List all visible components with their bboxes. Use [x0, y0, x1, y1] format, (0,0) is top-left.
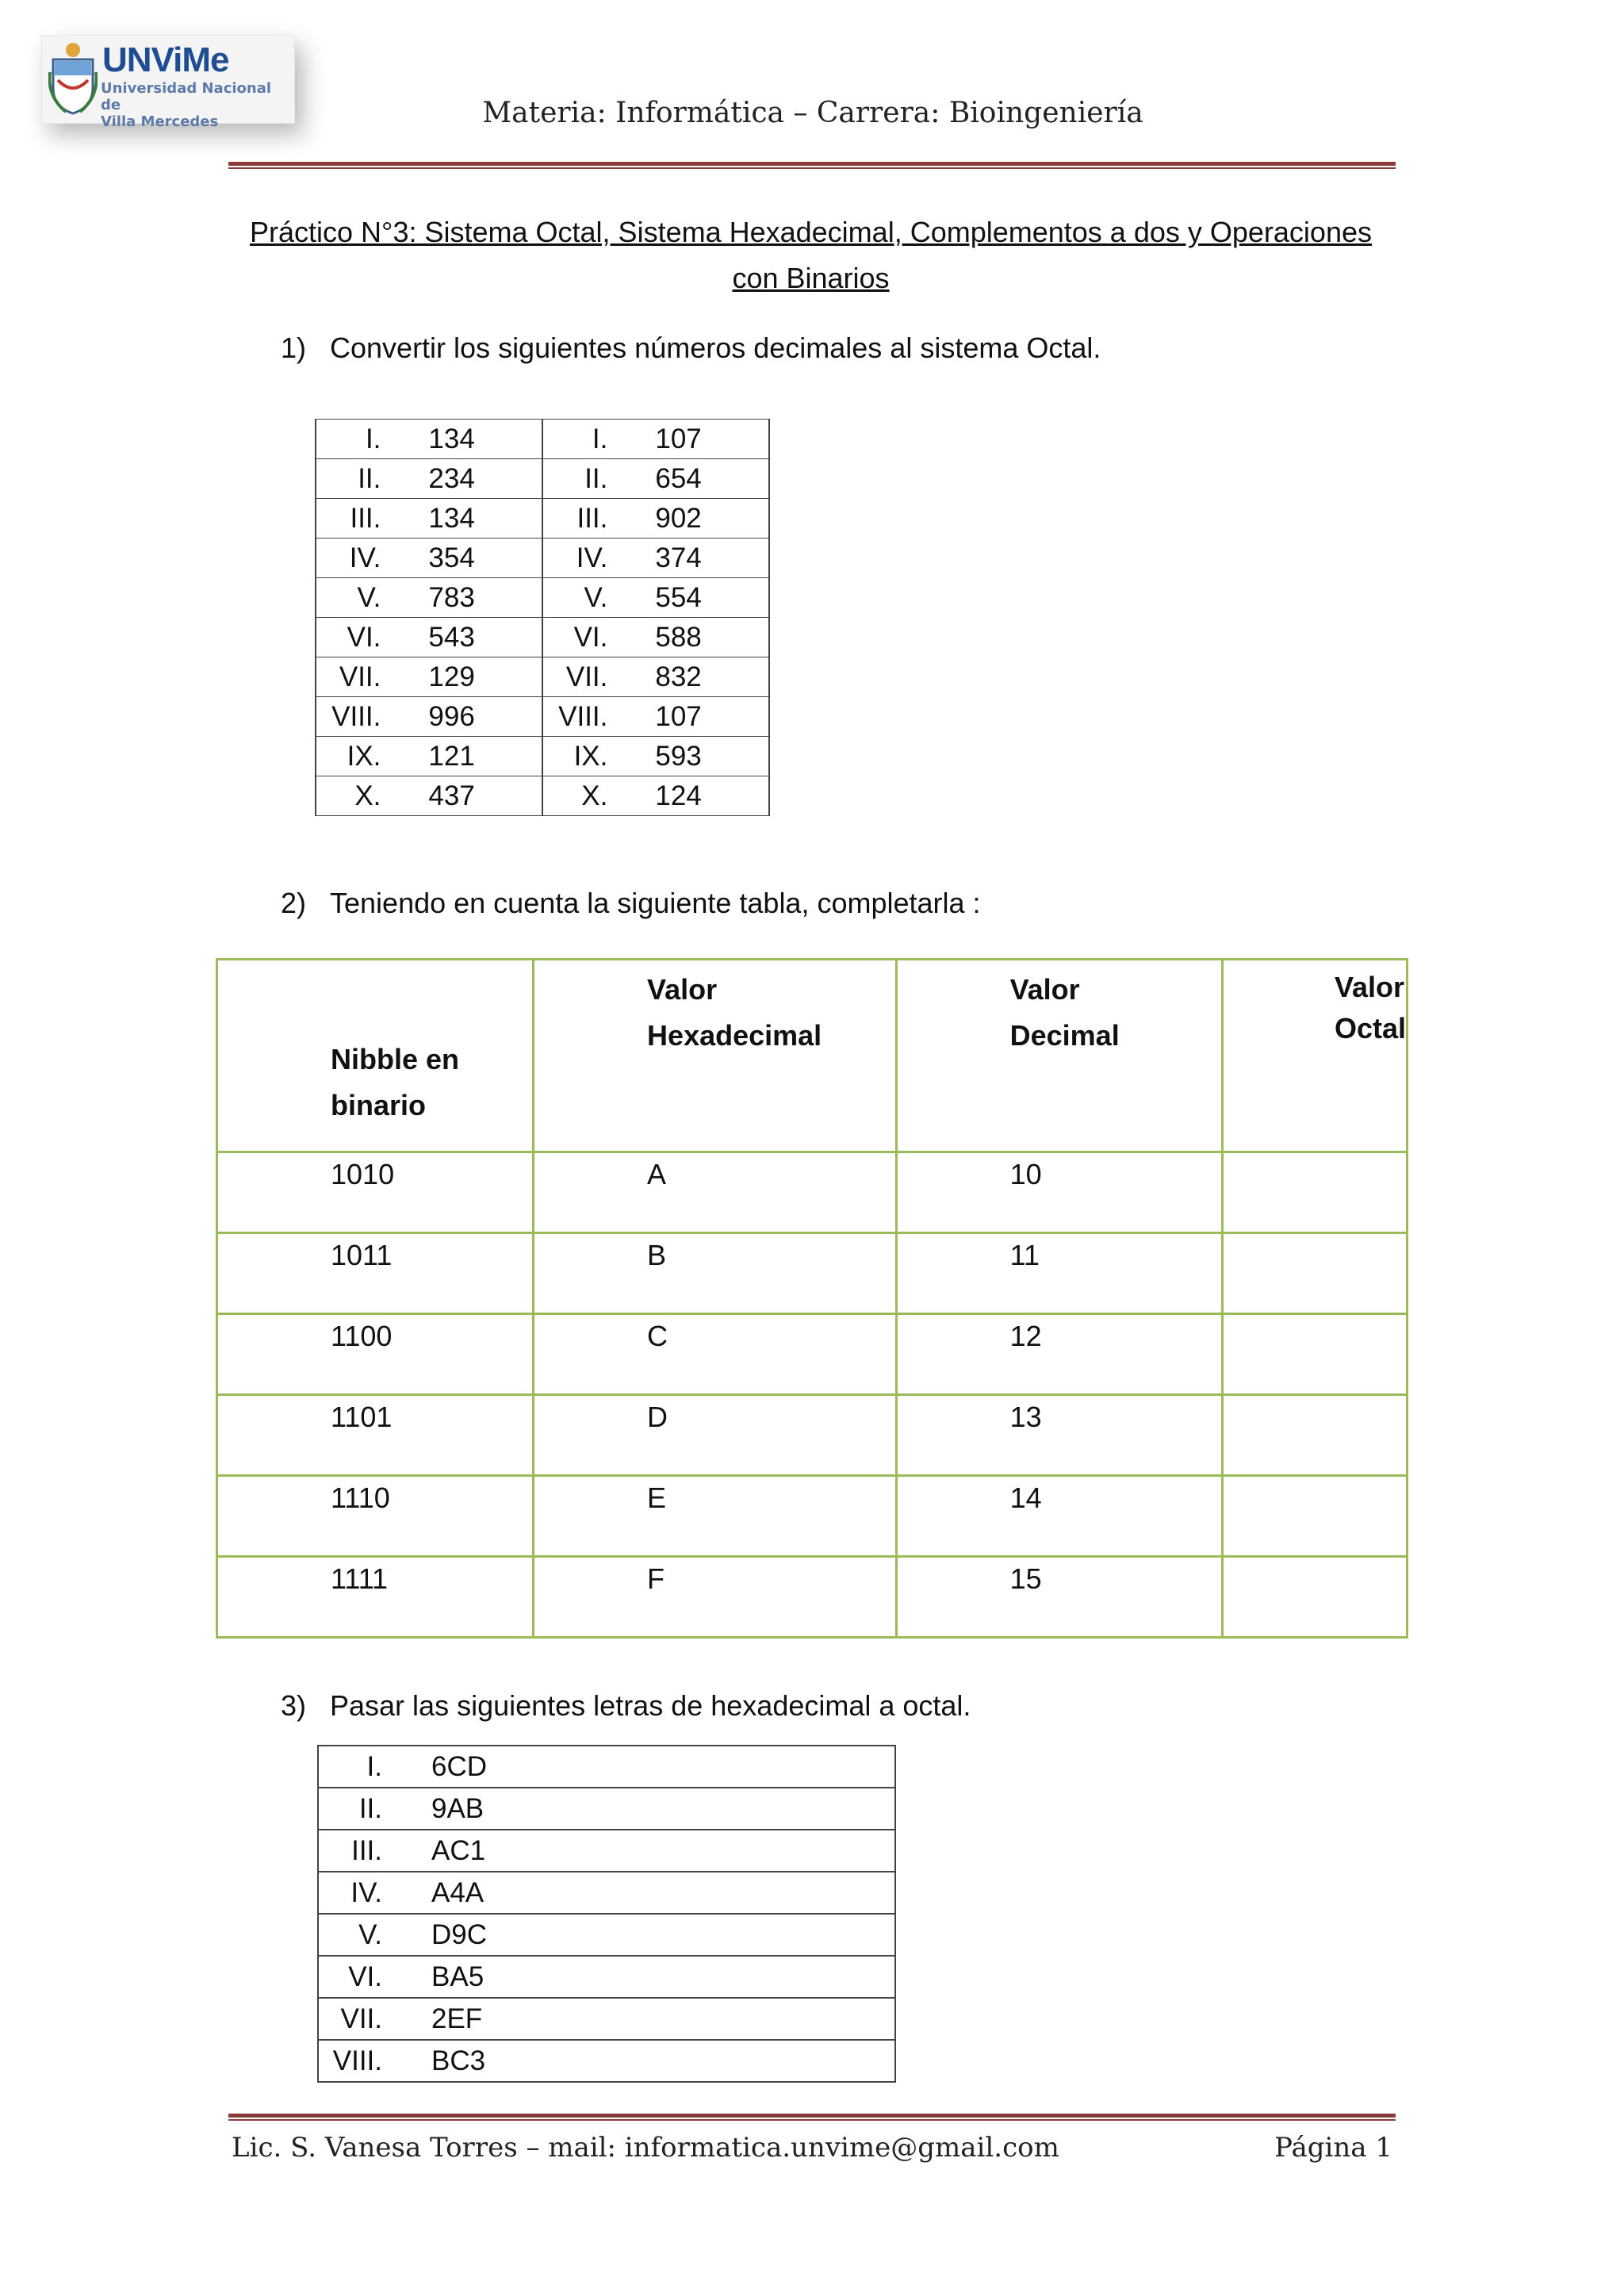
header-octal: [1222, 960, 1407, 1152]
q2-table: [216, 958, 1408, 1639]
left-roman-numeral: I.: [316, 420, 395, 459]
roman-numeral: V.: [318, 1914, 398, 1956]
octal-answer-cell[interactable]: [1222, 1557, 1407, 1638]
right-roman-numeral: VIII.: [542, 697, 622, 737]
right-roman-numeral: X.: [542, 776, 622, 816]
roman-numeral: I.: [318, 1746, 398, 1788]
q1-number: 1): [281, 332, 307, 364]
binary-cell: 1110: [217, 1476, 534, 1557]
left-decimal-value: 354: [395, 539, 542, 578]
hex-value: AC1: [398, 1830, 895, 1872]
hex-cell: E: [534, 1476, 897, 1557]
table-row: [318, 1872, 895, 1914]
left-decimal-value: 783: [395, 578, 542, 618]
left-decimal-value: 543: [395, 618, 542, 657]
table-row: [316, 420, 769, 459]
header-decimal-line-1: Valor: [1009, 973, 1080, 1006]
decimal-cell: 15: [896, 1557, 1222, 1638]
hex-value: BC3: [398, 2040, 895, 2082]
decimal-cell: 13: [896, 1395, 1222, 1476]
right-decimal-value: 588: [622, 618, 769, 657]
left-roman-numeral: VII.: [316, 657, 395, 697]
left-roman-numeral: III.: [316, 499, 395, 539]
decimal-cell: 10: [896, 1152, 1222, 1233]
left-roman-numeral: X.: [316, 776, 395, 816]
right-roman-numeral: V.: [542, 578, 622, 618]
right-decimal-value: 554: [622, 578, 769, 618]
q1-text: Convertir los siguientes números decimales al sistema Octal.: [330, 332, 1101, 364]
octal-answer-cell[interactable]: [1222, 1395, 1407, 1476]
table-row: [217, 1395, 1408, 1476]
footer-rule: [228, 2114, 1396, 2118]
header-nibble-line-1: Nibble en: [331, 1043, 460, 1075]
table-row: [316, 697, 769, 737]
table-row: [316, 737, 769, 776]
right-roman-numeral: IX.: [542, 737, 622, 776]
binary-cell: 1101: [217, 1395, 534, 1476]
left-decimal-value: 129: [395, 657, 542, 697]
table-row: [217, 1233, 1408, 1314]
table-row: [318, 1788, 895, 1830]
decimal-cell: 12: [896, 1314, 1222, 1395]
roman-numeral: VI.: [318, 1956, 398, 1998]
logo-abbreviation: UNViMe: [102, 40, 229, 79]
right-roman-numeral: VII.: [542, 657, 622, 697]
hex-value: 6CD: [398, 1746, 895, 1788]
right-roman-numeral: VI.: [542, 618, 622, 657]
binary-cell: 1011: [217, 1233, 534, 1314]
left-roman-numeral: II.: [316, 459, 395, 499]
hex-value: A4A: [398, 1872, 895, 1914]
hex-value: 9AB: [398, 1788, 895, 1830]
header-octal-line-1: Valor: [1334, 971, 1405, 1003]
q3-text: Pasar las siguientes letras de hexadecimal a octal.: [330, 1689, 971, 1722]
left-roman-numeral: VIII.: [316, 697, 395, 737]
right-roman-numeral: III.: [542, 499, 622, 539]
right-roman-numeral: IV.: [542, 539, 622, 578]
roman-numeral: II.: [318, 1788, 398, 1830]
q2-header-row: [217, 960, 1408, 1152]
table-row: [318, 2040, 895, 2082]
table-row: [318, 1746, 895, 1788]
table-row: [316, 657, 769, 697]
hex-cell: A: [534, 1152, 897, 1233]
left-decimal-value: 134: [395, 420, 542, 459]
hex-value: D9C: [398, 1914, 895, 1956]
q1-table: [315, 419, 770, 816]
right-decimal-value: 593: [622, 737, 769, 776]
q2-text: Teniendo en cuenta la siguiente tabla, completarla :: [330, 887, 981, 919]
document-title-line-2: con Binarios: [732, 262, 890, 294]
page-number: Página 1: [1274, 2132, 1392, 2164]
left-roman-numeral: IX.: [316, 737, 395, 776]
q3-table: [317, 1745, 896, 2083]
table-row: [318, 1956, 895, 1998]
header-rule: [228, 162, 1396, 166]
octal-answer-cell[interactable]: [1222, 1314, 1407, 1395]
roman-numeral: III.: [318, 1830, 398, 1872]
header-hex-line-2: Hexadecimal: [647, 1019, 822, 1052]
binary-cell: 1010: [217, 1152, 534, 1233]
roman-numeral: IV.: [318, 1872, 398, 1914]
binary-cell: 1100: [217, 1314, 534, 1395]
left-decimal-value: 996: [395, 697, 542, 737]
table-row: [316, 776, 769, 816]
table-row: [316, 578, 769, 618]
table-row: [316, 499, 769, 539]
right-decimal-value: 654: [622, 459, 769, 499]
right-decimal-value: 124: [622, 776, 769, 816]
octal-answer-cell[interactable]: [1222, 1476, 1407, 1557]
header-nibble-line-2: binario: [331, 1089, 427, 1121]
header-octal-line-2: Octal: [1334, 1012, 1406, 1045]
right-decimal-value: 107: [622, 697, 769, 737]
header-decimal: [896, 960, 1222, 1152]
document-title: [222, 209, 1400, 301]
left-decimal-value: 437: [395, 776, 542, 816]
table-row: [217, 1152, 1408, 1233]
left-decimal-value: 234: [395, 459, 542, 499]
table-row: [318, 1998, 895, 2040]
table-row: [217, 1314, 1408, 1395]
right-roman-numeral: II.: [542, 459, 622, 499]
table-row: [318, 1914, 895, 1956]
left-roman-numeral: IV.: [316, 539, 395, 578]
table-row: [316, 618, 769, 657]
header-rule-thin: [228, 167, 1396, 169]
header-nibble: [217, 960, 534, 1152]
header-hex: [534, 960, 897, 1152]
binary-cell: 1111: [217, 1557, 534, 1638]
hex-cell: D: [534, 1395, 897, 1476]
q3-number: 3): [281, 1689, 307, 1722]
hex-cell: B: [534, 1233, 897, 1314]
table-row: [316, 459, 769, 499]
hex-cell: C: [534, 1314, 897, 1395]
right-roman-numeral: I.: [542, 420, 622, 459]
decimal-cell: 14: [896, 1476, 1222, 1557]
q2-number: 2): [281, 887, 307, 919]
right-decimal-value: 902: [622, 499, 769, 539]
shield-emblem-icon: [48, 40, 98, 117]
logo-line-1: Universidad Nacional de: [101, 80, 272, 113]
octal-answer-cell[interactable]: [1222, 1152, 1407, 1233]
decimal-cell: 11: [896, 1233, 1222, 1314]
table-row: [217, 1476, 1408, 1557]
right-decimal-value: 374: [622, 539, 769, 578]
header-decimal-line-2: Decimal: [1009, 1019, 1120, 1052]
hex-cell: F: [534, 1557, 897, 1638]
left-decimal-value: 121: [395, 737, 542, 776]
octal-answer-cell[interactable]: [1222, 1233, 1407, 1314]
footer-rule-thin: [228, 2119, 1396, 2121]
logo-line-2: Villa Mercedes: [101, 113, 219, 130]
table-row: [217, 1557, 1408, 1638]
hex-value: 2EF: [398, 1998, 895, 2040]
document-title-line-1: Práctico N°3: Sistema Octal, Sistema Hexadecimal, Complementos a dos y Operaciones: [250, 216, 1372, 248]
right-decimal-value: 832: [622, 657, 769, 697]
hex-value: BA5: [398, 1956, 895, 1998]
roman-numeral: VII.: [318, 1998, 398, 2040]
left-roman-numeral: V.: [316, 578, 395, 618]
right-decimal-value: 107: [622, 420, 769, 459]
left-roman-numeral: VI.: [316, 618, 395, 657]
header-hex-line-1: Valor: [647, 973, 718, 1006]
table-row: [318, 1830, 895, 1872]
header-title: Materia: Informática – Carrera: Bioingeniería: [482, 97, 1143, 129]
footer-author: Lic. S. Vanesa Torres – mail: informatica.unvime@gmail.com: [232, 2132, 1059, 2164]
roman-numeral: VIII.: [318, 2040, 398, 2082]
left-decimal-value: 134: [395, 499, 542, 539]
table-row: [316, 539, 769, 578]
